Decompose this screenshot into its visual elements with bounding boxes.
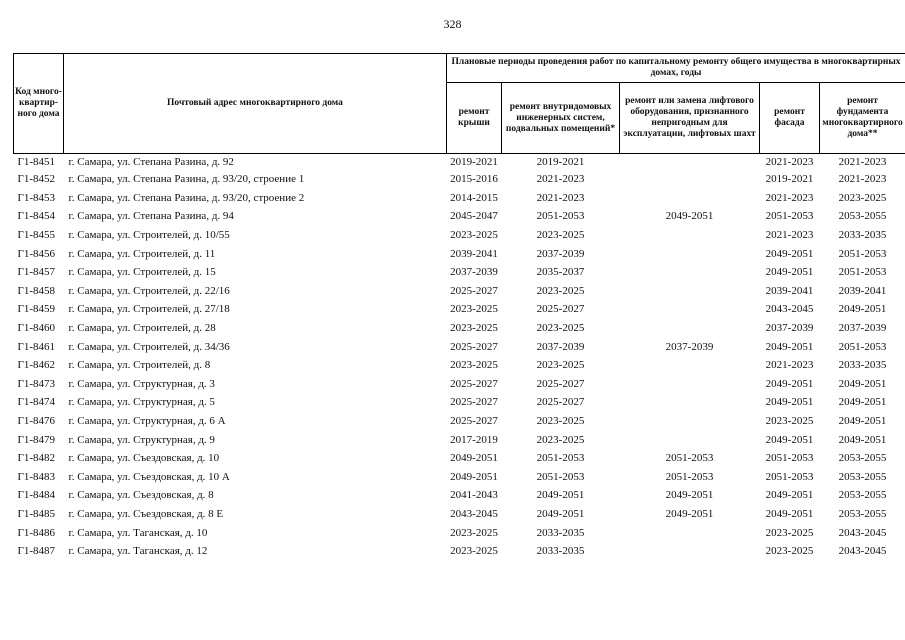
row-code: Г1-8461 [17,340,56,353]
row-elevator-period [620,393,760,412]
row-systems-period: 2033-2035 [536,526,585,539]
row-elevator-period: 2049-2051 [665,210,714,223]
row-facade-period: 2051-2053 [765,470,814,483]
row-code: Г1-8483 [17,470,56,483]
row-foundation-period: 2053-2055 [838,489,887,502]
row-facade-period: 2049-2051 [765,507,814,520]
row-code: Г1-8453 [17,191,56,204]
row-elevator-period [620,542,760,561]
row-facade-period: 2023-2025 [765,545,814,558]
row-roof-period: 2019-2021 [450,156,498,168]
row-address: г. Самара, ул. Степана Разина, д. 92 [68,156,234,168]
table-row [14,207,905,226]
row-systems-period: 2019-2021 [536,156,585,168]
row-systems-period: 2037-2039 [536,247,585,260]
row-facade-period: 2049-2051 [765,266,814,279]
row-address: г. Самара, ул. Строителей, д. 10/55 [68,229,230,242]
table-row [14,300,905,319]
row-foundation-period: 2049-2051 [838,303,887,316]
table-row [14,449,905,468]
row-systems-period: 2025-2027 [536,377,585,390]
table-row [14,154,905,171]
row-roof-period: 2015-2016 [450,173,498,186]
row-systems-period: 2025-2027 [536,396,585,409]
row-foundation-period: 2053-2055 [838,210,887,223]
table-row [14,189,905,208]
table-row [14,542,905,561]
row-systems-period: 2035-2037 [536,266,585,279]
row-elevator-period: 2051-2053 [665,470,714,483]
row-code: Г1-8473 [17,377,56,390]
row-facade-period: 2051-2053 [765,452,814,465]
row-facade-period: 2023-2025 [765,415,814,428]
row-foundation-period: 2023-2025 [838,191,887,204]
row-roof-period: 2023-2025 [450,545,498,558]
row-roof-period: 2025-2027 [450,377,498,390]
row-roof-period: 2045-2047 [450,210,498,223]
row-systems-period: 2023-2025 [536,284,585,297]
header-roof: ремонт крыши [447,83,502,154]
row-code: Г1-8476 [17,415,56,428]
header-facade: ремонт фасада [760,83,820,154]
row-address: г. Самара, ул. Строителей, д. 34/36 [68,340,230,353]
row-address: г. Самара, ул. Съездовская, д. 8 [68,489,214,502]
row-foundation-period: 2021-2023 [838,173,887,186]
row-address: г. Самара, ул. Степана Разина, д. 93/20, строение 2 [68,191,305,204]
row-foundation-period: 2033-2035 [838,359,887,372]
row-elevator-period [620,356,760,375]
row-foundation-period: 2049-2051 [838,433,887,446]
row-code: Г1-8486 [17,526,56,539]
row-facade-period: 2021-2023 [765,359,814,372]
row-elevator-period [620,430,760,449]
row-code: Г1-8451 [17,156,56,168]
row-address: г. Самара, ул. Степана Разина, д. 94 [68,210,234,223]
row-roof-period: 2041-2043 [450,489,498,502]
row-elevator-period [620,412,760,431]
row-code: Г1-8457 [17,266,56,279]
row-systems-period: 2049-2051 [536,507,585,520]
header-elevator: ремонт или замена лифтового оборудования, признанного непригодным для эксплуатации, лифтовых шахт [620,83,760,154]
row-address: г. Самара, ул. Структурная, д. 6 А [68,415,226,428]
row-facade-period: 2049-2051 [765,433,814,446]
header-foundation: ремонт фундамента многоквартирного дома** [820,83,905,154]
page-number: 328 [443,17,462,31]
row-code: Г1-8484 [17,489,56,502]
row-systems-period: 2023-2025 [536,229,585,242]
table-row [14,356,905,375]
row-systems-period: 2051-2053 [536,210,585,223]
row-address: г. Самара, ул. Съездовская, д. 10 [68,452,220,465]
table-row [14,282,905,301]
table-row [14,486,905,505]
row-facade-period: 2049-2051 [765,247,814,260]
row-roof-period: 2017-2019 [450,433,498,446]
row-systems-period: 2049-2051 [536,489,585,502]
row-code: Г1-8456 [17,247,56,260]
row-facade-period: 2049-2051 [765,377,814,390]
row-foundation-period: 2051-2053 [838,247,887,260]
row-facade-period: 2043-2045 [765,303,814,316]
row-foundation-period: 2051-2053 [838,266,887,279]
row-facade-period: 2049-2051 [765,340,814,353]
row-foundation-period: 2033-2035 [838,229,887,242]
row-address: г. Самара, ул. Степана Разина, д. 93/20, строение 1 [68,173,305,186]
row-elevator-period [620,226,760,245]
row-roof-period: 2037-2039 [450,266,498,279]
row-foundation-period: 2053-2055 [838,470,887,483]
capital-repair-table [13,53,905,560]
row-foundation-period: 2049-2051 [838,415,887,428]
row-facade-period: 2049-2051 [765,489,814,502]
row-address: г. Самара, ул. Строителей, д. 22/16 [68,284,230,297]
row-roof-period: 2049-2051 [450,452,498,465]
row-roof-period: 2023-2025 [450,359,498,372]
row-foundation-period: 2049-2051 [838,396,887,409]
row-address: г. Самара, ул. Таганская, д. 10 [68,526,208,539]
table-row [14,505,905,524]
row-foundation-period: 2039-2041 [838,284,887,297]
row-facade-period: 2023-2025 [765,526,814,539]
row-code: Г1-8459 [17,303,56,316]
header-code: Код много-квартир-ного дома [14,54,64,154]
row-elevator-period [620,154,760,171]
row-address: г. Самара, ул. Строителей, д. 28 [68,322,216,335]
row-code: Г1-8482 [17,452,56,465]
header-periods: Плановые периоды проведения работ по капитальному ремонту общего имущества в многоквартирных домах, годы [447,54,905,83]
row-systems-period: 2021-2023 [536,191,585,204]
row-address: г. Самара, ул. Строителей, д. 8 [68,359,211,372]
row-code: Г1-8462 [17,359,56,372]
row-foundation-period: 2037-2039 [838,322,887,335]
row-elevator-period [620,375,760,394]
row-code: Г1-8460 [17,322,56,335]
table-row [14,226,905,245]
row-roof-period: 2023-2025 [450,322,498,335]
header-systems: ремонт внутридомовых инженерных систем, подвальных помещений* [502,83,620,154]
row-address: г. Самара, ул. Структурная, д. 5 [68,396,215,409]
table-row [14,170,905,189]
row-elevator-period [620,319,760,338]
row-elevator-period: 2049-2051 [665,489,714,502]
row-systems-period: 2023-2025 [536,415,585,428]
table-row [14,244,905,263]
row-elevator-period [620,170,760,189]
row-systems-period: 2021-2023 [536,173,585,186]
row-code: Г1-8474 [17,396,56,409]
row-address: г. Самара, ул. Съездовская, д. 10 А [68,470,230,483]
row-roof-period: 2025-2027 [450,396,498,409]
table-row [14,319,905,338]
row-roof-period: 2025-2027 [450,284,498,297]
row-elevator-period [620,244,760,263]
row-facade-period: 2039-2041 [765,284,814,297]
row-foundation-period: 2043-2045 [838,545,887,558]
row-code: Г1-8479 [17,433,56,446]
row-code: Г1-8455 [17,229,56,242]
header-address: Почтовый адрес многоквартирного дома [64,54,447,154]
row-roof-period: 2025-2027 [450,340,498,353]
row-facade-period: 2037-2039 [765,322,814,335]
row-elevator-period [620,300,760,319]
row-systems-period: 2025-2027 [536,303,585,316]
row-systems-period: 2023-2025 [536,359,585,372]
row-code: Г1-8452 [17,173,56,186]
row-foundation-period: 2051-2053 [838,340,887,353]
table-row [14,375,905,394]
row-roof-period: 2023-2025 [450,303,498,316]
table-header [14,54,905,154]
row-elevator-period: 2037-2039 [665,340,714,353]
table-row [14,523,905,542]
row-code: Г1-8454 [17,210,56,223]
row-systems-period: 2037-2039 [536,340,585,353]
row-roof-period: 2039-2041 [450,247,498,260]
row-elevator-period [620,282,760,301]
row-address: г. Самара, ул. Структурная, д. 9 [68,433,215,446]
row-address: г. Самара, ул. Строителей, д. 15 [68,266,216,279]
row-code: Г1-8487 [17,545,56,558]
row-roof-period: 2049-2051 [450,470,498,483]
row-address: г. Самара, ул. Строителей, д. 11 [68,247,216,260]
row-elevator-period [620,189,760,208]
row-elevator-period [620,523,760,542]
row-foundation-period: 2053-2055 [838,507,887,520]
row-address: г. Самара, ул. Строителей, д. 27/18 [68,303,230,316]
row-systems-period: 2023-2025 [536,322,585,335]
row-roof-period: 2043-2045 [450,507,498,520]
row-systems-period: 2023-2025 [536,433,585,446]
row-address: г. Самара, ул. Таганская, д. 12 [68,545,208,558]
table-row [14,468,905,487]
table-row [14,393,905,412]
row-systems-period: 2033-2035 [536,545,585,558]
row-facade-period: 2021-2023 [765,191,814,204]
row-code: Г1-8458 [17,284,56,297]
row-facade-period: 2051-2053 [765,210,814,223]
row-facade-period: 2021-2023 [765,156,814,168]
table-body [14,154,905,561]
row-roof-period: 2023-2025 [450,526,498,539]
row-systems-period: 2051-2053 [536,470,585,483]
row-foundation-period: 2043-2045 [838,526,887,539]
row-systems-period: 2051-2053 [536,452,585,465]
table-row [14,263,905,282]
row-facade-period: 2019-2021 [765,173,814,186]
row-address: г. Самара, ул. Структурная, д. 3 [68,377,215,390]
row-code: Г1-8485 [17,507,56,520]
table-row [14,430,905,449]
row-elevator-period: 2049-2051 [665,507,714,520]
row-foundation-period: 2049-2051 [838,377,887,390]
row-roof-period: 2023-2025 [450,229,498,242]
row-facade-period: 2021-2023 [765,229,814,242]
row-elevator-period [620,263,760,282]
row-foundation-period: 2053-2055 [838,452,887,465]
row-facade-period: 2049-2051 [765,396,814,409]
row-elevator-period: 2051-2053 [665,452,714,465]
table-row [14,412,905,431]
table-row [14,337,905,356]
row-roof-period: 2014-2015 [450,191,498,204]
row-address: г. Самара, ул. Съездовская, д. 8 Е [68,507,224,520]
row-roof-period: 2025-2027 [450,415,498,428]
row-foundation-period: 2021-2023 [838,156,887,168]
